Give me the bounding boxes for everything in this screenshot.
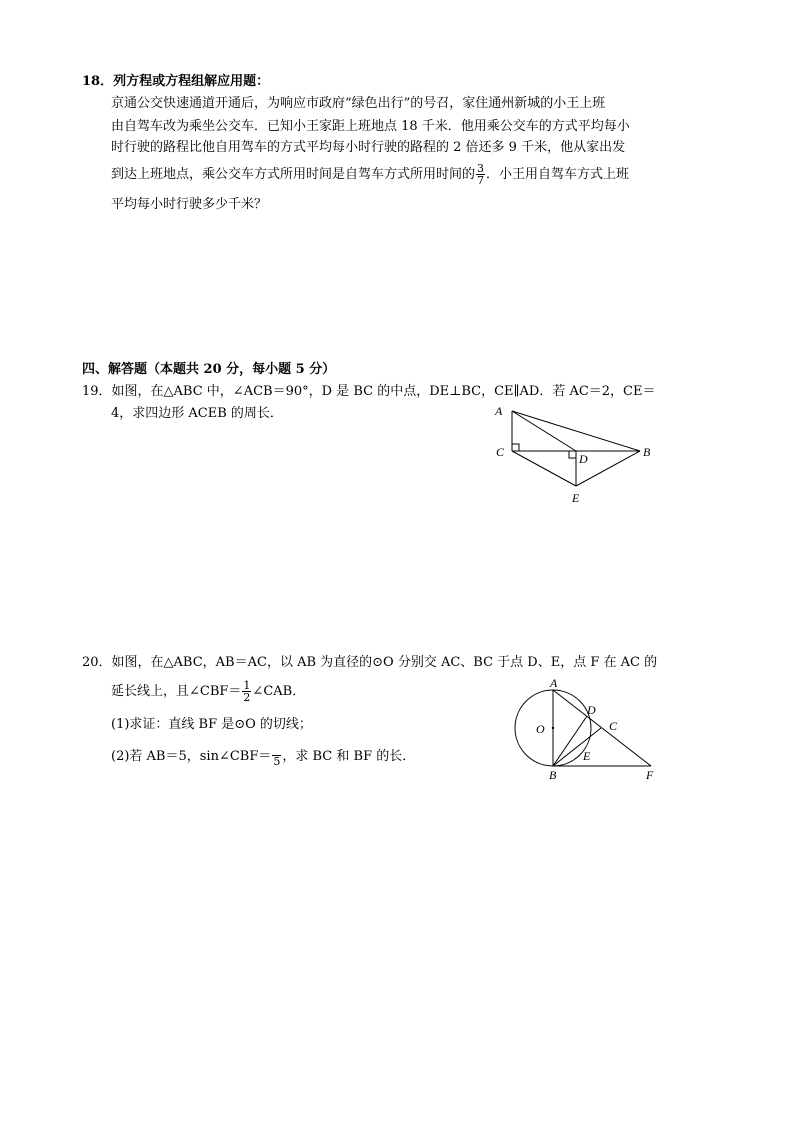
q20-half-fraction — [242, 680, 251, 703]
q18-fraction-numerator: 3 — [477, 162, 485, 175]
q20-label-e: E — [583, 749, 591, 763]
q20-segment-bc — [553, 728, 601, 766]
q20-half-numerator: 1 — [243, 679, 251, 692]
q19-line-2: 4，求四边形 ACEB 的周长． — [111, 406, 283, 421]
q19-figure — [490, 400, 660, 510]
q20-sin-denominator: 5 — [273, 755, 281, 768]
q18-fraction-denominator: 7 — [477, 174, 485, 187]
q20-center-point — [552, 727, 554, 729]
q20-sin-fraction — [272, 746, 281, 767]
q20-half-denominator: 2 — [243, 691, 251, 704]
q19-label-b: B — [643, 445, 651, 459]
q20-part-1: (1)求证：直线 BF 是⊙O 的切线； — [111, 717, 312, 732]
q20-label-o: O — [536, 722, 545, 736]
q19-right-angle-d — [569, 451, 576, 458]
q20-text-1: 如图，在△ABC，AB＝AC，以 AB 为直径的⊙O 分别交 AC、BC 于点 D、E，点 F 在 AC 的 — [111, 655, 658, 670]
q18-line-3: 时行驶的路程比他自用驾车的方式平均每小时行驶的路程的 2 倍还多 9 千米，他从家出发 — [111, 140, 626, 155]
q20-label-a: A — [550, 676, 558, 690]
q20-part-2-post: ，求 BC 和 BF 的长． — [282, 749, 416, 764]
q20-label-b: B — [549, 768, 557, 782]
q20-line-2-pre: 延长线上，且∠CBF＝ — [111, 684, 242, 699]
q20-figure — [505, 672, 670, 784]
q18-title: 列方程或方程组解应用题： — [113, 74, 270, 89]
q19-text-1: 如图，在△ABC 中，∠ACB＝90°，D 是 BC 的中点，DE⊥BC，CE∥AD．若 AC＝2，CE＝ — [111, 384, 656, 399]
q18-line-4-post: ．小王用自驾车方式上班 — [486, 167, 630, 182]
q18-line-2: 由自驾车改为乘坐公交车．已知小王家距上班地点 18 千米．他用乘公交车的方式平均每小 — [111, 119, 630, 134]
q18-line-5: 平均每小时行驶多少千米？ — [111, 197, 268, 212]
q18-line-4 — [111, 162, 629, 188]
q18-fraction — [476, 163, 485, 186]
q20-line-2 — [111, 679, 305, 705]
q20-label-c: C — [609, 719, 618, 733]
q20-line-1 — [82, 655, 657, 671]
q18-header — [82, 74, 269, 90]
q18-line-1: 京通公交快速通道开通后，为响应市政府“绿色出行”的号召，家住通州新城的小王上班 — [111, 96, 606, 111]
q19-label-d: D — [579, 452, 588, 466]
q20-number: 20． — [82, 655, 112, 670]
q19-segment-ce — [512, 451, 576, 486]
q19-label-a: A — [495, 404, 503, 418]
q19-label-e: E — [572, 491, 580, 505]
section-4-title: 四、解答题（本题共 20 分，每小题 5 分） — [82, 362, 336, 377]
q20-label-f: F — [646, 768, 654, 782]
q19-right-angle-c — [512, 444, 519, 451]
q19-label-c: C — [496, 445, 505, 459]
q19-segment-ad — [512, 411, 576, 451]
q20-line-2-post: ∠CAB． — [252, 684, 306, 699]
q20-segment-bd — [553, 716, 587, 766]
q20-part-2-pre: (2)若 AB＝5，sin∠CBF＝ — [111, 749, 272, 764]
q20-label-d: D — [587, 703, 596, 717]
q18-line-4-pre: 到达上班地点，乘公交车方式所用时间是自驾车方式所用时间的 — [111, 167, 476, 182]
q19-segment-ab — [512, 411, 640, 451]
q18-number: 18． — [82, 74, 114, 89]
q19-line-1 — [82, 384, 656, 400]
q20-part-2 — [111, 744, 415, 770]
q19-number: 19． — [82, 384, 112, 399]
